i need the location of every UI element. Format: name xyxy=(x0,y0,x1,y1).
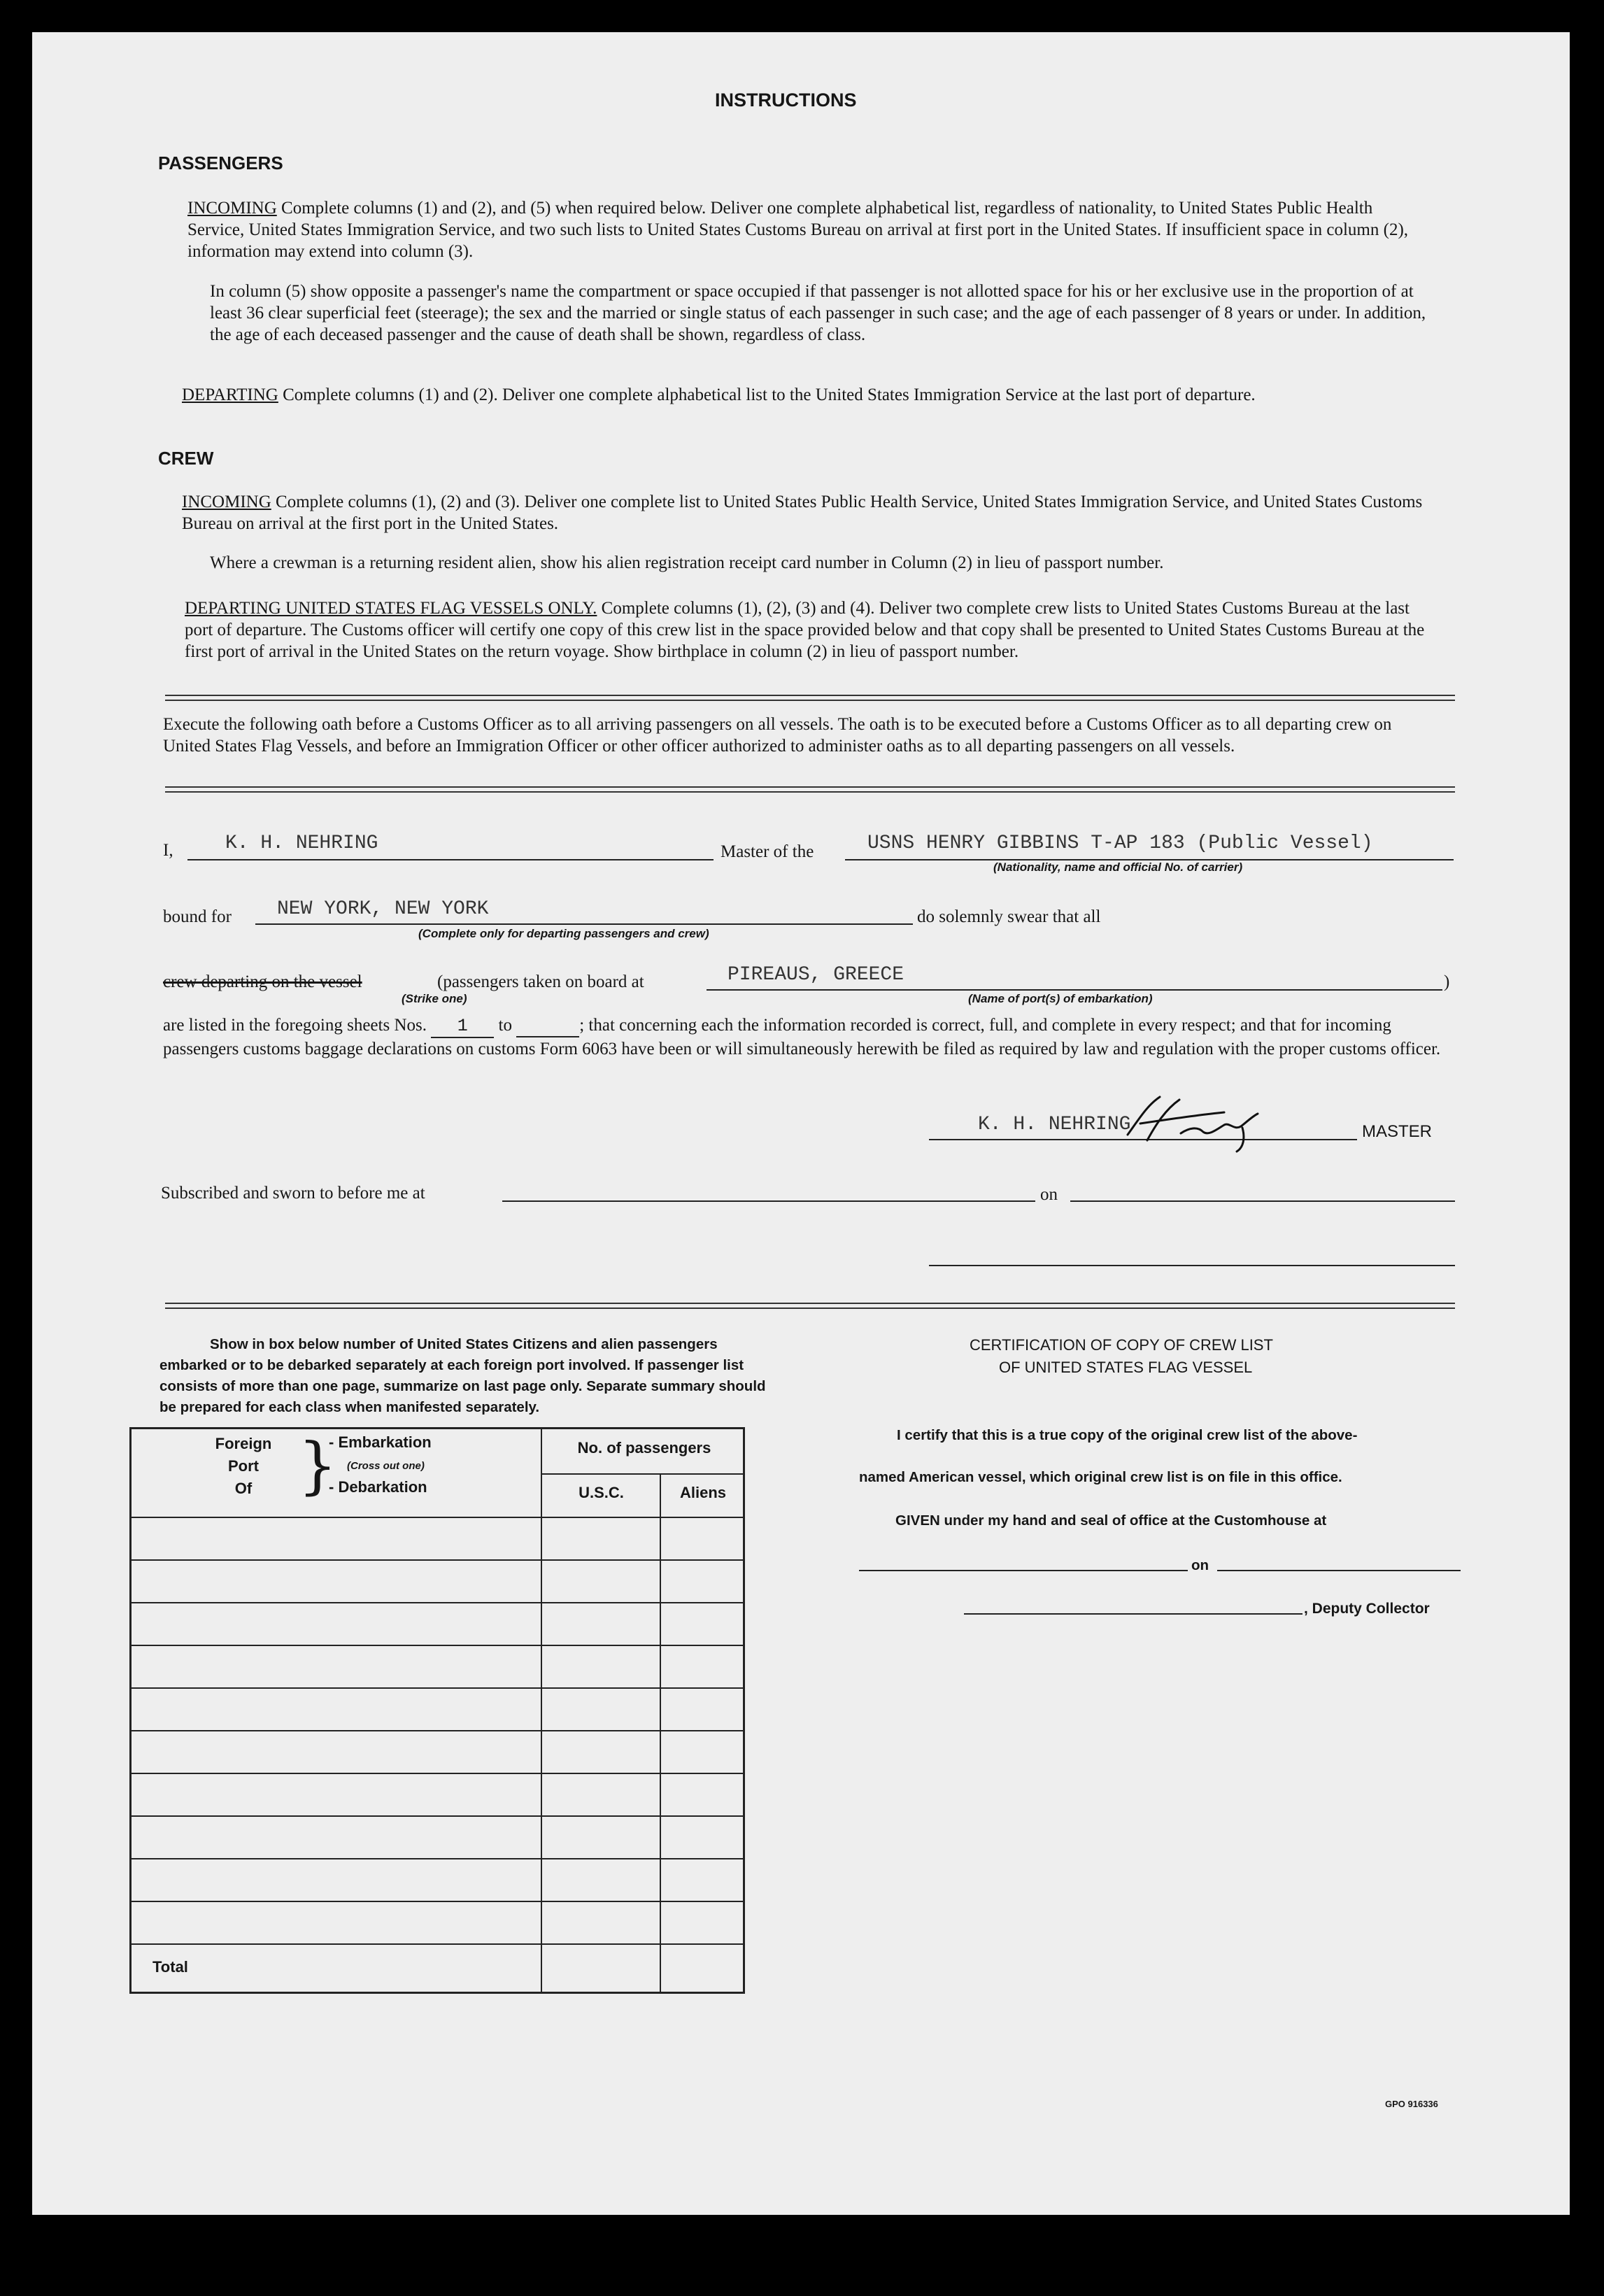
crew-heading: CREW xyxy=(158,448,214,469)
sheet-to-field[interactable] xyxy=(516,1014,579,1037)
crew-resident-paragraph: Where a crewman is a returning resident alien, show his alien registration receipt card number in Column (2) in lieu of passport number. xyxy=(210,553,1164,572)
certification-title-1: CERTIFICATION OF COPY OF CREW LIST xyxy=(970,1336,1273,1354)
crew-incoming-text: Complete columns (1), (2) and (3). Deliver one complete list to United States Public Health Service, United States Immigration Service, and United States Customs Bureau on arrival at the first port in the United States. xyxy=(182,492,1423,533)
col-port: Port xyxy=(228,1457,259,1475)
no-passengers-header: No. of passengers xyxy=(577,1439,711,1457)
passengers-departing-text: Complete columns (1) and (2). Deliver one complete alphabetical list to the United States Immigration Service at the last port of departure. xyxy=(283,385,1256,404)
certification-title-2: OF UNITED STATES FLAG VESSEL xyxy=(999,1359,1253,1376)
oath-instruction-paragraph: Execute the following oath before a Customs Officer as to all arriving passengers on all vessels. The oath is to be executed before a Customs Officer as to all departing crew on United States Flag Vessels, and before an Immigration Officer or other officer authorized to administer oaths as to all departing passengers on all vessels. xyxy=(163,715,1392,756)
sheet-from-field[interactable]: 1 xyxy=(431,1015,494,1038)
footer-code: GPO 916336 xyxy=(1385,2099,1438,2109)
officer-signature-line[interactable] xyxy=(929,1265,1455,1266)
passengers-heading: PASSENGERS xyxy=(158,153,283,173)
divider-3 xyxy=(165,1303,1455,1309)
bound-for-field[interactable]: NEW YORK, NEW YORK xyxy=(277,898,489,920)
instructions-title: INSTRUCTIONS xyxy=(715,90,857,111)
port-line xyxy=(707,989,1442,991)
listed-paragraph xyxy=(163,1014,1443,1060)
strike-caption: (Strike one) xyxy=(402,992,467,1005)
cross-out-label: (Cross out one) xyxy=(347,1460,425,1472)
bound-for-line xyxy=(255,923,913,925)
deputy-collector-label: , Deputy Collector xyxy=(1304,1601,1430,1617)
subscribed-on-label: on xyxy=(1040,1185,1058,1204)
divider-2 xyxy=(165,786,1455,793)
master-label: MASTER xyxy=(1362,1122,1433,1141)
crew-incoming-paragraph xyxy=(182,491,1434,534)
passengers-departing-label: DEPARTING xyxy=(182,385,278,404)
total-label: Total xyxy=(152,1958,188,1976)
passengers-taken-label: (passengers taken on board at xyxy=(437,972,644,991)
col-foreign: Foreign xyxy=(215,1435,272,1452)
signature-typed-name: K. H. NEHRING xyxy=(978,1114,1131,1135)
embarkation-label: - Embarkation xyxy=(329,1433,432,1451)
subscribed-date-line[interactable] xyxy=(1070,1200,1455,1202)
passengers-departing-paragraph xyxy=(182,384,1434,406)
certify-text: ; that concerning each the information recorded is correct, full, and complete in every respect; and that for incoming passengers customs baggage declarations on customs Form 6063 have been or will simultaneously herewith be filed as required by law and regulation with the proper customs officer. xyxy=(163,1016,1441,1058)
passengers-incoming-paragraph xyxy=(187,197,1433,262)
vessel-caption: (Nationality, name and official No. of carrier) xyxy=(993,860,1243,874)
close-paren: ) xyxy=(1444,972,1450,991)
handwritten-signature xyxy=(1119,1091,1266,1154)
summary-instruction: Show in box below number of United States Citizens and alien passengers embarked or to be debarked separately at each foreign port involved. If passenger list consists of more than one page, summarize on last page only. Separate summary should be prepared for each class when manifested separately. xyxy=(159,1336,766,1415)
crew-departing-label: DEPARTING UNITED STATES FLAG VESSELS ONLY. xyxy=(185,599,597,618)
subscribed-label: Subscribed and sworn to before me at xyxy=(161,1184,425,1203)
divider-1 xyxy=(165,695,1455,701)
certification-on-label: on xyxy=(1191,1557,1209,1573)
master-name-line xyxy=(187,859,714,860)
aliens-header: Aliens xyxy=(679,1484,727,1501)
debarkation-label: - Debarkation xyxy=(329,1478,427,1496)
certification-line-2: named American vessel, which original crew list is on file in this office. xyxy=(859,1469,1342,1485)
passengers-incoming-label: INCOMING xyxy=(187,199,277,218)
port-caption: (Name of port(s) of embarkation) xyxy=(968,992,1153,1005)
col-of: Of xyxy=(234,1480,253,1497)
to-label: to xyxy=(498,1016,512,1035)
usc-header: U.S.C. xyxy=(579,1484,624,1501)
strike-crew-option: crew departing on the vessel xyxy=(163,972,362,991)
brace-icon: } xyxy=(298,1429,337,1501)
bound-for-label: bound for xyxy=(163,907,232,926)
crew-incoming-label: INCOMING xyxy=(182,492,271,511)
vessel-field[interactable]: USNS HENRY GIBBINS T-AP 183 (Public Vessel) xyxy=(867,832,1373,854)
master-name-field[interactable]: K. H. NEHRING xyxy=(225,832,378,854)
crew-departing-text: Complete columns (1), (2), (3) and (4). Deliver two complete crew lists to United States Customs Bureau at the last port of departure. The Customs officer will certify one copy of this crew list in the space provided below and that copy shall be presented to United States Customs Bureau at the first port of arrival in the United States on the return voyage. Show birthplace in column (2) in lieu of passport number. xyxy=(185,599,1425,661)
certification-line-1: I certify that this is a true copy of the original crew list of the above- xyxy=(897,1427,1358,1443)
passenger-summary-table xyxy=(129,1427,745,1994)
customhouse-line[interactable] xyxy=(859,1570,1188,1571)
master-of-label: Master of the xyxy=(721,842,814,861)
bound-caption: (Complete only for departing passengers and crew) xyxy=(418,927,709,940)
port-field[interactable]: PIREAUS, GREECE xyxy=(728,964,904,986)
subscribed-place-line[interactable] xyxy=(502,1200,1035,1202)
deputy-collector-line[interactable] xyxy=(964,1613,1303,1615)
certification-date-line[interactable] xyxy=(1217,1570,1461,1571)
certification-line-3: GIVEN under my hand and seal of office at the Customhouse at xyxy=(895,1512,1327,1529)
listed-label: are listed in the foregoing sheets Nos. xyxy=(163,1016,427,1035)
oath-i-label: I, xyxy=(163,841,173,860)
passengers-column5-paragraph: In column (5) show opposite a passenger's name the compartment or space occupied if that passenger is not allotted space for his or her exclusive use in the proportion of at least 36 clear superficial feet (steerage); the sex and the married or single status of each passenger in such case; and the age of each passenger of 8 years or under. In addition, the age of each deceased passenger and the cause of death shall be shown, regardless of class. xyxy=(210,282,1426,344)
swear-label: do solemnly swear that all xyxy=(917,907,1101,926)
passengers-incoming-text: Complete columns (1) and (2), and (5) when required below. Deliver one complete alphabetical list, regardless of nationality, to United States Public Health Service, United States Immigration Service, and two such lists to United States Customs Bureau on arrival at first port in the United States. If insufficient space in column (2), information may extend into column (3). xyxy=(187,199,1409,261)
crew-departing-paragraph xyxy=(185,597,1434,662)
